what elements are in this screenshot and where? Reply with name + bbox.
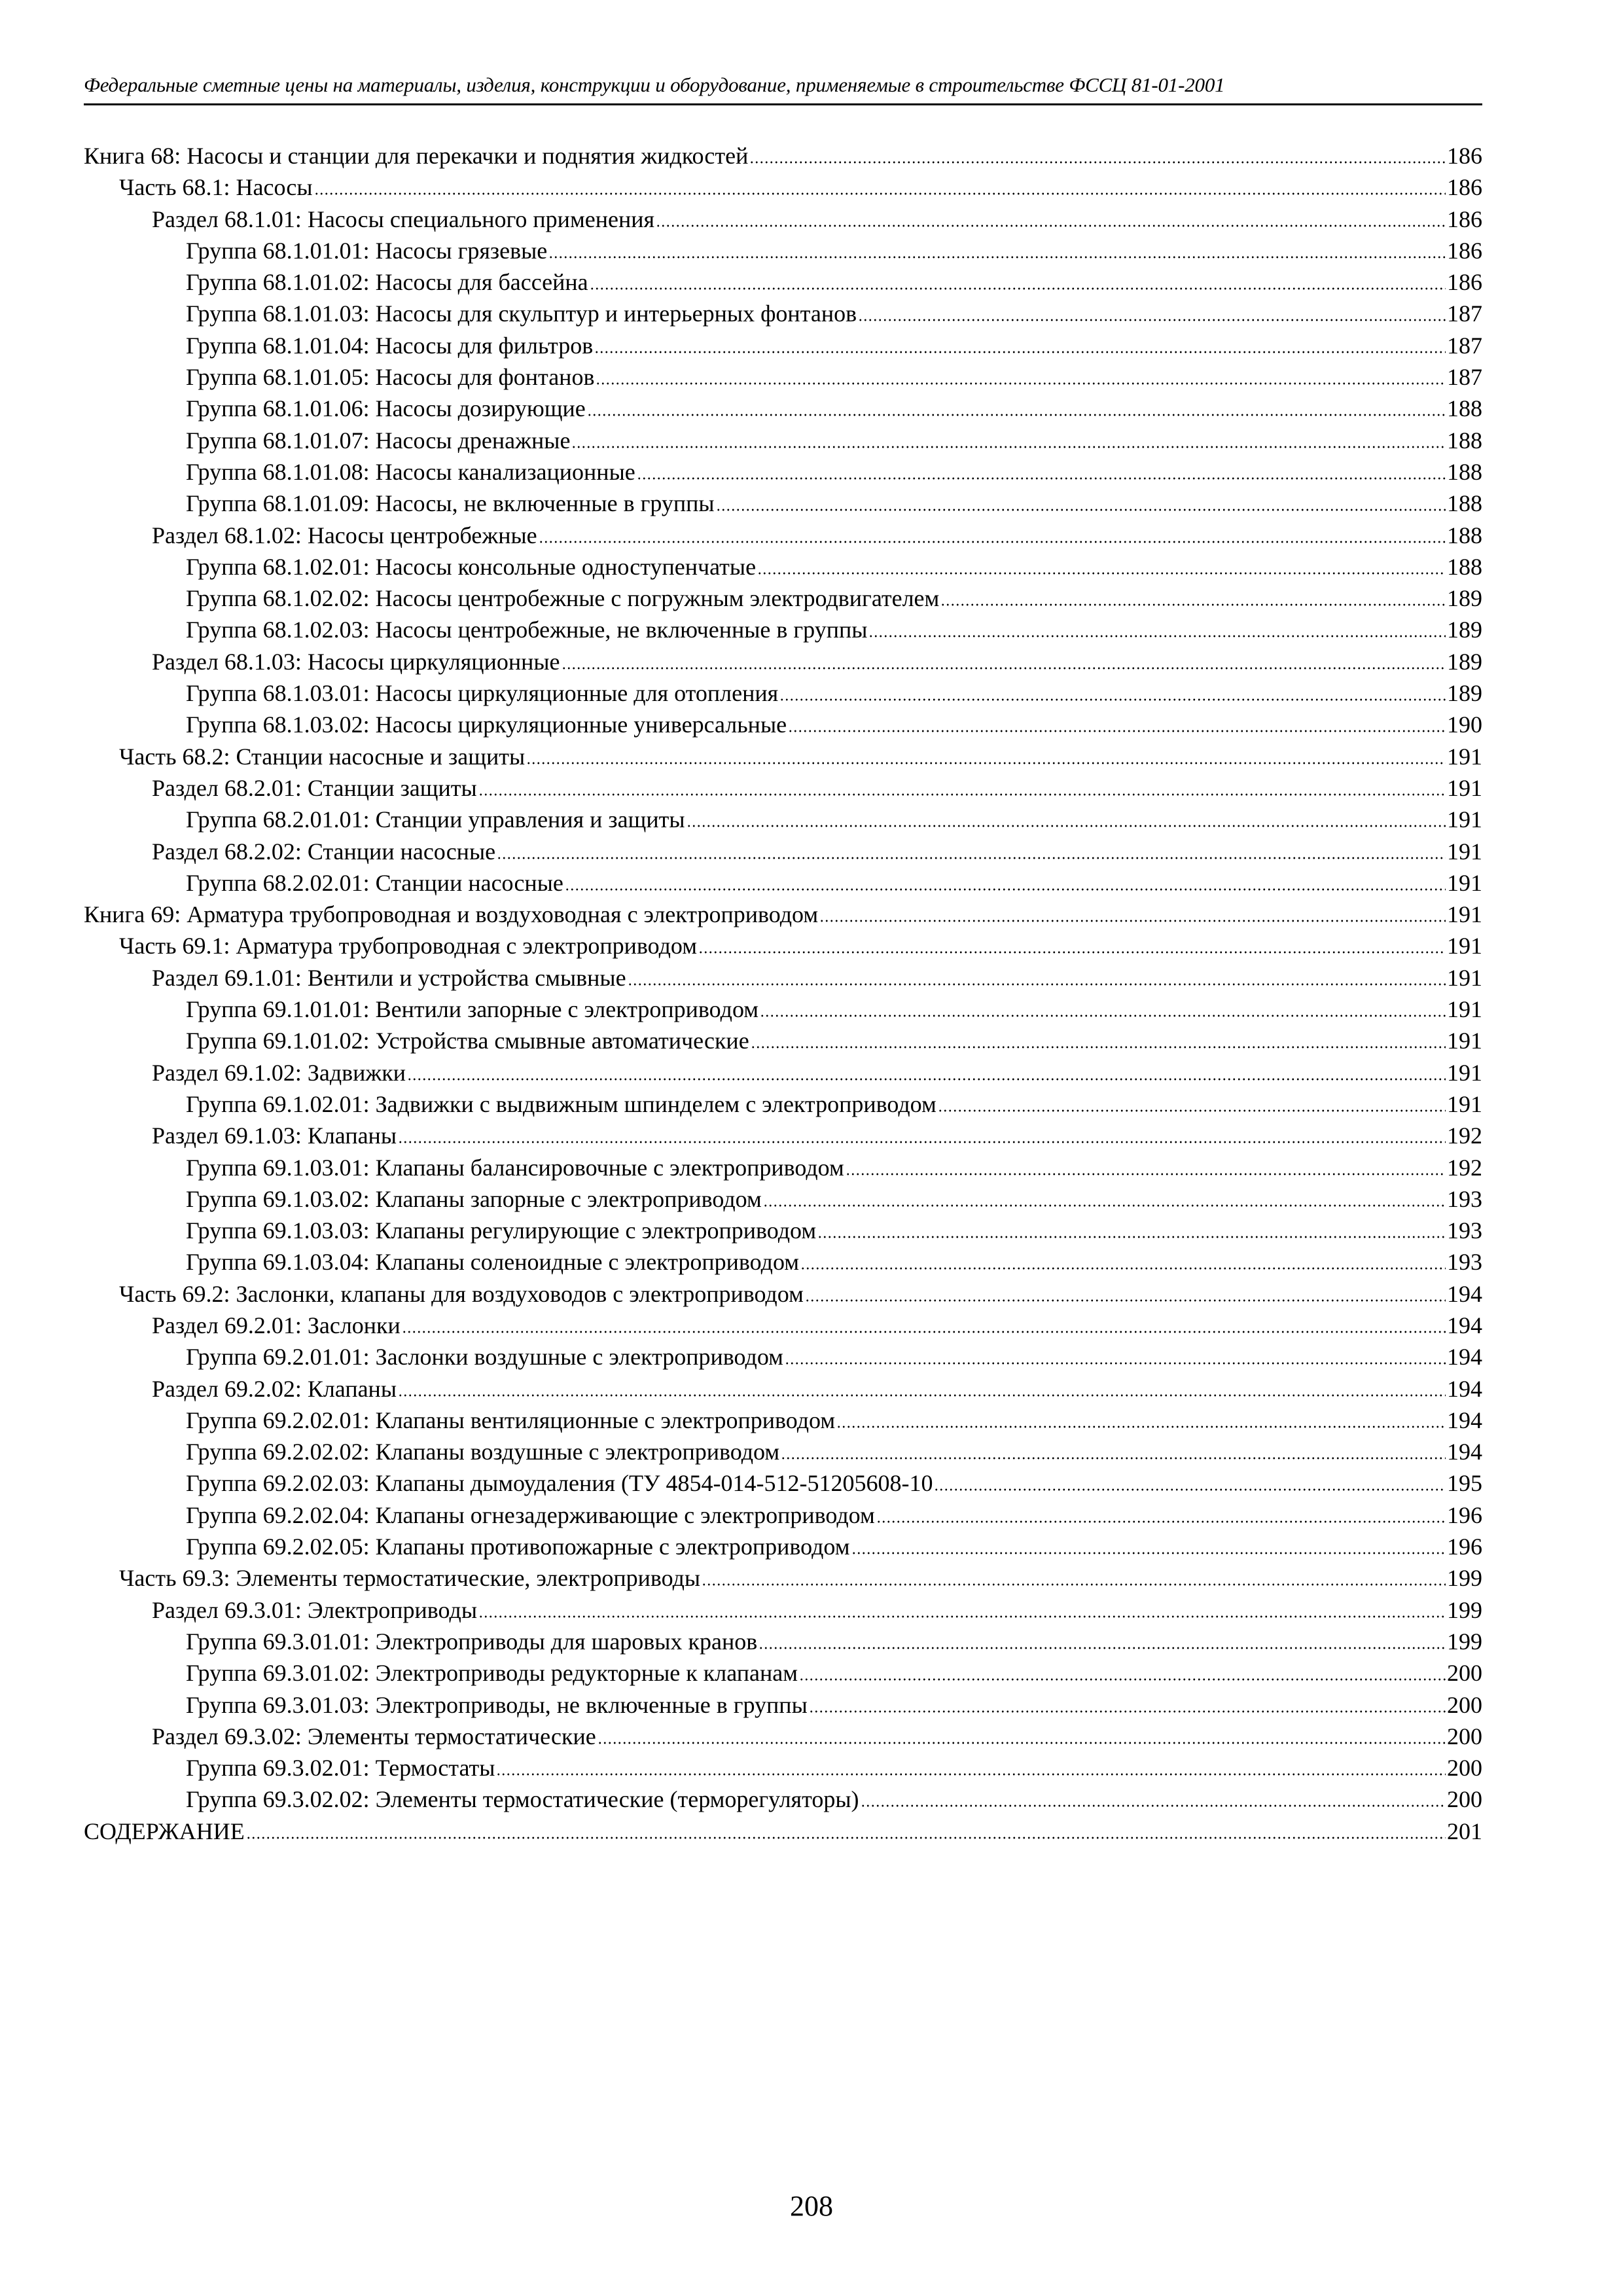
dot-leader — [548, 256, 1446, 259]
toc-entry-page: 199 — [1447, 1565, 1482, 1592]
toc-entry-title: Группа 68.1.01.08: Насосы канализационные — [186, 458, 635, 485]
toc-entry-page: 194 — [1447, 1344, 1482, 1371]
toc-entry-title: Книга 68: Насосы и станции для перекачки и поднятия жидкостей — [84, 143, 749, 169]
toc-entry-page: 186 — [1447, 206, 1482, 232]
page-number: 208 — [790, 2190, 833, 2222]
toc-group-entry[interactable] — [84, 551, 1482, 583]
toc-entry-title: Часть 69.1: Арматура трубопроводная с электроприводом — [119, 933, 697, 960]
dot-leader — [763, 1204, 1446, 1207]
toc-group-entry[interactable] — [84, 994, 1482, 1025]
dot-leader — [571, 446, 1446, 448]
toc-entry-page: 188 — [1447, 395, 1482, 422]
toc-group-entry[interactable] — [84, 1405, 1482, 1436]
toc-entry-page: 189 — [1447, 585, 1482, 612]
dot-leader — [861, 1804, 1446, 1807]
toc-entry-page: 191 — [1447, 743, 1482, 770]
toc-entry-title: Часть 68.2: Станции насосные и защиты — [119, 743, 526, 770]
toc-group-entry[interactable] — [84, 1025, 1482, 1056]
toc-entry-title: Раздел 68.2.01: Станции защиты — [152, 774, 477, 801]
toc-group-entry[interactable] — [84, 1657, 1482, 1689]
dot-leader — [868, 635, 1446, 637]
toc-section-entry[interactable] — [84, 1373, 1482, 1405]
dot-leader — [858, 319, 1446, 321]
toc-section-entry[interactable] — [84, 204, 1482, 235]
toc-entry-page: 189 — [1447, 617, 1482, 643]
toc-entry-page: 199 — [1447, 1596, 1482, 1623]
toc-entry-title: Группа 69.2.02.02: Клапаны воздушные с электроприводом — [186, 1439, 780, 1465]
toc-part-entry[interactable] — [84, 171, 1482, 203]
toc-entry-page: 200 — [1447, 1786, 1482, 1813]
dot-leader — [805, 1299, 1446, 1302]
toc-entry-title: Группа 69.1.03.03: Клапаны регулирующие с электроприводом — [186, 1217, 817, 1244]
toc-group-entry[interactable] — [84, 488, 1482, 519]
toc-entry-page: 194 — [1447, 1280, 1482, 1307]
dot-leader — [809, 1710, 1446, 1713]
toc-entry-title: Группа 68.1.01.05: Насосы для фонтанов — [186, 364, 595, 391]
toc-entry-title: Группа 69.1.02.01: Задвижки с выдвижным шпинделем с электроприводом — [186, 1090, 936, 1117]
toc-group-entry[interactable] — [84, 1689, 1482, 1721]
toc-entry-title: Раздел 69.1.02: Задвижки — [152, 1059, 406, 1086]
toc-section-entry[interactable] — [84, 962, 1482, 994]
toc-entry-page: 188 — [1447, 458, 1482, 485]
toc-entry-page: 195 — [1447, 1470, 1482, 1497]
toc-entry-page: 186 — [1447, 237, 1482, 264]
toc-section-entry[interactable] — [84, 836, 1482, 867]
toc-group-entry[interactable] — [84, 266, 1482, 298]
toc-entry-title: Группа 68.1.01.04: Насосы для фильтров — [186, 332, 594, 359]
table-of-contents — [84, 140, 1482, 1847]
toc-entry-page: 187 — [1447, 364, 1482, 391]
dot-leader — [819, 920, 1446, 922]
toc-entry-page: 194 — [1447, 1439, 1482, 1465]
toc-group-entry[interactable] — [84, 804, 1482, 835]
toc-part-entry[interactable] — [84, 1278, 1482, 1310]
toc-group-entry[interactable] — [84, 1626, 1482, 1657]
toc-group-entry[interactable] — [84, 456, 1482, 488]
dot-leader — [788, 730, 1446, 732]
toc-entry-title: Группа 68.1.02.01: Насосы консольные одноступенчатые — [186, 553, 757, 580]
dot-leader — [478, 1615, 1446, 1618]
dot-leader — [562, 667, 1446, 670]
toc-entry-page: 193 — [1447, 1217, 1482, 1244]
dot-leader — [817, 1236, 1446, 1238]
toc-entry-page: 186 — [1447, 269, 1482, 296]
toc-entry-title: Группа 69.3.01.02: Электроприводы редукторные к клапанам — [186, 1660, 798, 1687]
dot-leader — [698, 951, 1446, 954]
dot-leader — [478, 793, 1446, 796]
toc-entry-page: 194 — [1447, 1312, 1482, 1338]
toc-entry-title: Раздел 68.1.01: Насосы специального применения — [152, 206, 655, 232]
toc-entry-page: 191 — [1447, 869, 1482, 896]
dot-leader — [876, 1520, 1446, 1523]
toc-section-entry[interactable] — [84, 1057, 1482, 1088]
dot-leader — [779, 698, 1446, 701]
toc-entry-title: Группа 69.3.02.02: Элементы термостатические (терморегуляторы) — [186, 1786, 859, 1813]
dot-leader — [687, 825, 1446, 827]
toc-entry-page: 194 — [1447, 1375, 1482, 1402]
toc-section-entry[interactable] — [84, 646, 1482, 677]
dot-leader — [846, 1173, 1446, 1175]
dot-leader — [800, 1267, 1446, 1270]
toc-entry-title: Группа 69.3.01.01: Электроприводы для шаровых кранов — [186, 1628, 758, 1655]
dot-leader — [402, 1331, 1446, 1333]
dot-leader — [749, 161, 1446, 164]
toc-entry-title: Группа 68.1.02.02: Насосы центробежные с погружным электродвигателем — [186, 585, 940, 612]
toc-entry-page: 201 — [1447, 1818, 1482, 1844]
toc-entry-page: 190 — [1447, 711, 1482, 738]
toc-group-entry[interactable] — [84, 1436, 1482, 1467]
dot-leader — [940, 603, 1446, 606]
toc-group-entry[interactable] — [84, 361, 1482, 393]
toc-entry-title: Группа 68.1.01.06: Насосы дозирующие — [186, 395, 586, 422]
toc-entry-title: Группа 69.3.02.01: Термостаты — [186, 1755, 495, 1782]
dot-leader — [656, 224, 1446, 227]
toc-part-entry[interactable] — [84, 1562, 1482, 1594]
dot-leader — [637, 477, 1446, 480]
dot-leader — [751, 1046, 1446, 1049]
toc-entry-title: Группа 68.1.02.03: Насосы центробежные, не включенные в группы — [186, 617, 868, 643]
toc-entry-title: Раздел 69.2.01: Заслонки — [152, 1312, 401, 1338]
toc-entry-title: Группа 68.1.01.07: Насосы дренажные — [186, 427, 571, 454]
toc-group-entry[interactable] — [84, 1499, 1482, 1531]
dot-leader — [702, 1583, 1446, 1586]
toc-entry-title: Часть 69.3: Элементы термостатические, электроприводы — [119, 1565, 701, 1592]
toc-entry-title: Группа 69.1.03.02: Клапаны запорные с электроприводом — [186, 1185, 762, 1212]
toc-group-entry[interactable] — [84, 1088, 1482, 1120]
toc-group-entry[interactable] — [84, 583, 1482, 614]
toc-entry-page: 196 — [1447, 1501, 1482, 1528]
dot-leader — [934, 1488, 1446, 1491]
dot-leader — [590, 287, 1446, 290]
dot-leader — [587, 414, 1446, 416]
toc-entry-title: Группа 68.2.02.01: Станции насосные — [186, 869, 563, 896]
toc-section-entry[interactable] — [84, 1594, 1482, 1626]
toc-section-entry[interactable] — [84, 1310, 1482, 1341]
toc-section-entry[interactable] — [84, 772, 1482, 804]
toc-entry-title: Группа 69.2.02.05: Клапаны противопожарные с электроприводом — [186, 1534, 850, 1560]
toc-entry-title: Группа 69.2.02.04: Клапаны огнезадерживающие с электроприводом — [186, 1501, 875, 1528]
dot-leader — [594, 351, 1446, 353]
toc-entry-page: 188 — [1447, 553, 1482, 580]
dot-leader — [799, 1678, 1446, 1681]
toc-entry-page: 191 — [1447, 1028, 1482, 1054]
toc-group-entry[interactable] — [84, 1183, 1482, 1215]
dot-leader — [407, 1078, 1446, 1081]
toc-entry-page: 187 — [1447, 332, 1482, 359]
dot-leader — [597, 1742, 1446, 1744]
toc-entry-title: Группа 68.1.01.03: Насосы для скульптур и интерьерных фонтанов — [186, 300, 857, 327]
toc-entry-title: СОДЕРЖАНИЕ — [84, 1818, 245, 1844]
toc-entry-page: 187 — [1447, 300, 1482, 327]
toc-entry-page: 192 — [1447, 1154, 1482, 1181]
toc-entry-page: 192 — [1447, 1122, 1482, 1149]
dot-leader — [565, 888, 1446, 891]
toc-entry-page: 191 — [1447, 964, 1482, 991]
dot-leader — [785, 1362, 1446, 1365]
toc-entry-page: 200 — [1447, 1691, 1482, 1718]
toc-group-entry[interactable] — [84, 1215, 1482, 1246]
toc-entry-title: Группа 68.2.01.01: Станции управления и защиты — [186, 806, 685, 833]
toc-entry-title: Группа 68.1.01.09: Насосы, не включенные в группы — [186, 490, 715, 517]
toc-entry-title: Группа 68.1.03.02: Насосы циркуляционные универсальные — [186, 711, 787, 738]
toc-group-entry[interactable] — [84, 1341, 1482, 1372]
dot-leader — [497, 857, 1446, 859]
toc-entry-title: Группа 68.1.01.02: Насосы для бассейна — [186, 269, 588, 296]
dot-leader — [246, 1837, 1446, 1839]
toc-entry-page: 193 — [1447, 1249, 1482, 1276]
toc-entry-page: 191 — [1447, 1090, 1482, 1117]
toc-group-entry[interactable] — [84, 1467, 1482, 1499]
toc-entry-title: Часть 68.1: Насосы — [119, 174, 313, 201]
dot-leader — [851, 1552, 1446, 1554]
toc-entry-title: Группа 69.1.01.02: Устройства смывные автоматические — [186, 1028, 749, 1054]
toc-entry-page: 191 — [1447, 933, 1482, 960]
toc-entry-title: Группа 69.2.02.03: Клапаны дымоудаления (ТУ 4854-014-512-51205608-10 — [186, 1470, 933, 1497]
toc-group-entry[interactable] — [84, 1531, 1482, 1562]
dot-leader — [836, 1426, 1446, 1428]
toc-entry-page: 188 — [1447, 522, 1482, 548]
toc-group-entry[interactable] — [84, 677, 1482, 709]
toc-entry-title: Раздел 68.1.02: Насосы центробежные — [152, 522, 537, 548]
toc-entry-page: 191 — [1447, 774, 1482, 801]
toc-entry-page: 194 — [1447, 1407, 1482, 1433]
toc-group-entry[interactable] — [84, 330, 1482, 361]
toc-entry-page: 193 — [1447, 1185, 1482, 1212]
toc-book-entry[interactable] — [84, 1816, 1482, 1847]
toc-entry-page: 188 — [1447, 427, 1482, 454]
toc-entry-page: 188 — [1447, 490, 1482, 517]
dot-leader — [760, 1014, 1446, 1017]
toc-entry-title: Группа 69.3.01.03: Электроприводы, не включенные в группы — [186, 1691, 808, 1718]
toc-entry-page: 189 — [1447, 680, 1482, 707]
toc-book-entry[interactable] — [84, 140, 1482, 171]
toc-entry-page: 191 — [1447, 1059, 1482, 1086]
toc-entry-title: Группа 68.1.03.01: Насосы циркуляционные для отопления — [186, 680, 779, 707]
header-rule — [84, 103, 1482, 105]
dot-leader — [539, 541, 1446, 543]
dot-leader — [526, 762, 1446, 764]
toc-entry-page: 186 — [1447, 143, 1482, 169]
toc-book-entry[interactable] — [84, 899, 1482, 930]
toc-entry-page: 191 — [1447, 996, 1482, 1023]
dot-leader — [781, 1457, 1446, 1460]
toc-entry-title: Раздел 69.2.02: Клапаны — [152, 1375, 397, 1402]
toc-part-entry[interactable] — [84, 930, 1482, 961]
toc-entry-title: Группа 69.1.03.01: Клапаны балансировочные с электроприводом — [186, 1154, 844, 1181]
dot-leader — [757, 572, 1446, 575]
toc-group-entry[interactable] — [84, 298, 1482, 329]
toc-entry-page: 200 — [1447, 1723, 1482, 1749]
toc-entry-title: Группа 69.1.03.04: Клапаны соленоидные с электроприводом — [186, 1249, 800, 1276]
toc-entry-title: Группа 68.1.01.01: Насосы грязевые — [186, 237, 548, 264]
toc-section-entry[interactable] — [84, 1721, 1482, 1752]
dot-leader — [596, 382, 1446, 385]
toc-group-entry[interactable] — [84, 709, 1482, 740]
dot-leader — [496, 1773, 1446, 1776]
toc-entry-page: 189 — [1447, 648, 1482, 675]
toc-group-entry[interactable] — [84, 614, 1482, 645]
toc-part-entry[interactable] — [84, 741, 1482, 772]
dot-leader — [938, 1109, 1446, 1112]
toc-group-entry[interactable] — [84, 425, 1482, 456]
dot-leader — [398, 1141, 1446, 1143]
toc-entry-title: Раздел 69.3.02: Элементы термостатические — [152, 1723, 596, 1749]
toc-entry-title: Раздел 69.1.03: Клапаны — [152, 1122, 397, 1149]
toc-entry-page: 200 — [1447, 1755, 1482, 1782]
dot-leader — [758, 1647, 1446, 1649]
toc-entry-title: Группа 69.2.02.01: Клапаны вентиляционные с электроприводом — [186, 1407, 836, 1433]
toc-entry-title: Часть 69.2: Заслонки, клапаны для воздуховодов с электроприводом — [119, 1280, 804, 1307]
toc-entry-title: Книга 69: Арматура трубопроводная и воздуховодная с электроприводом — [84, 901, 819, 928]
toc-group-entry[interactable] — [84, 235, 1482, 266]
toc-group-entry[interactable] — [84, 1152, 1482, 1183]
toc-group-entry[interactable] — [84, 867, 1482, 899]
toc-entry-page: 196 — [1447, 1534, 1482, 1560]
toc-group-entry[interactable] — [84, 1784, 1482, 1815]
toc-entry-title: Раздел 68.1.03: Насосы циркуляционные — [152, 648, 560, 675]
toc-entry-page: 191 — [1447, 901, 1482, 928]
running-header: Федеральные сметные цены на материалы, изделия, конструкции и оборудование, применяемые в строительстве ФССЦ 81-01-2001 — [84, 73, 1225, 96]
dot-leader — [716, 509, 1446, 511]
toc-group-entry[interactable] — [84, 393, 1482, 424]
toc-entry-title: Раздел 69.1.01: Вентили и устройства смывные — [152, 964, 626, 991]
toc-entry-page: 199 — [1447, 1628, 1482, 1655]
dot-leader — [398, 1394, 1446, 1397]
toc-entry-page: 191 — [1447, 806, 1482, 833]
toc-section-entry[interactable] — [84, 1120, 1482, 1151]
toc-group-entry[interactable] — [84, 1246, 1482, 1278]
toc-entry-page: 200 — [1447, 1660, 1482, 1687]
toc-entry-page: 191 — [1447, 838, 1482, 865]
toc-entry-page: 186 — [1447, 174, 1482, 201]
toc-entry-title: Группа 69.1.01.01: Вентили запорные с электроприводом — [186, 996, 759, 1023]
toc-group-entry[interactable] — [84, 1752, 1482, 1784]
dot-leader — [314, 192, 1446, 195]
toc-entry-title: Раздел 68.2.02: Станции насосные — [152, 838, 496, 865]
toc-entry-title: Группа 69.2.01.01: Заслонки воздушные с электроприводом — [186, 1344, 783, 1371]
toc-section-entry[interactable] — [84, 520, 1482, 551]
dot-leader — [628, 983, 1446, 986]
toc-entry-title: Раздел 69.3.01: Электроприводы — [152, 1596, 478, 1623]
